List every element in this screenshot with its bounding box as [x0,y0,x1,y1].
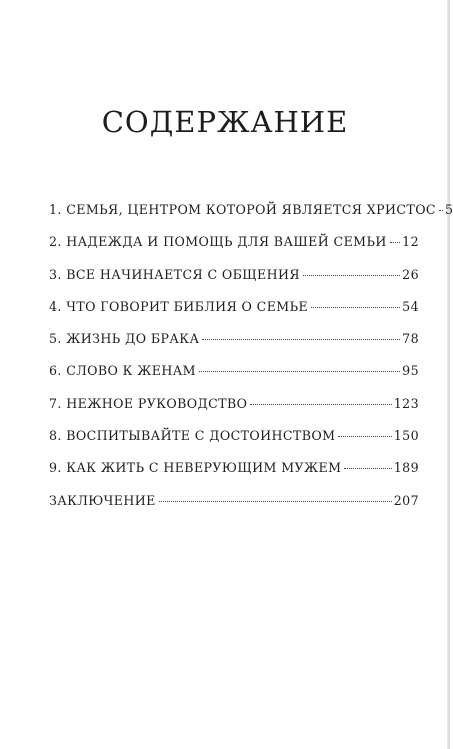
page-title: СОДЕРЖАНИЕ [101,105,349,140]
toc-page-number: 54 [402,298,419,314]
toc-entry-title: 1. СЕМЬЯ, ЦЕНТРОМ КОТОРОЙ ЯВЛЯЕТСЯ ХРИСТОС [49,202,436,217]
toc-entry-1 [49,202,453,234]
toc-entry-4 [49,299,419,331]
dot-leader [202,339,400,340]
dot-leader [439,210,443,211]
dot-leader [344,468,391,469]
toc-page-number: 150 [393,428,419,444]
dot-leader [159,501,392,502]
toc-entry-title: 3. ВСЕ НАЧИНАЕТСЯ С ОБЩЕНИЯ [49,266,300,282]
toc-entry-title: 8. ВОСПИТЫВАЙТЕ С ДОСТОИНСТВОМ [49,428,336,444]
dot-leader [199,371,400,372]
dot-leader [250,404,391,405]
toc-entry-2 [49,234,419,266]
toc-page-number: 12 [402,234,419,250]
table-of-contents [49,202,453,525]
toc-entry-title: 9. КАК ЖИТЬ С НЕВЕРУЮЩИМ МУЖЕМ [49,460,342,476]
toc-entry-title: 5. ЖИЗНЬ ДО БРАКА [49,331,200,347]
toc-page-number: 5 [444,202,453,217]
toc-entry-title: 6. СЛОВО К ЖЕНАМ [49,363,196,379]
toc-entry-title: 2. НАДЕЖДА И ПОМОЩЬ ДЛЯ ВАШЕЙ СЕМЬИ [49,234,387,250]
toc-entry-8 [49,428,419,460]
toc-entry-title: 7. НЕЖНОЕ РУКОВОДСТВО [49,395,248,411]
toc-entry-10 [49,493,419,525]
toc-entry-5 [49,331,419,363]
dot-leader [390,242,400,243]
toc-page-number: 26 [402,266,419,282]
toc-entry-3 [49,267,419,299]
toc-entry-title: 4. ЧТО ГОВОРИТ БИБЛИЯ О СЕМЬЕ [49,298,309,314]
toc-entry-9 [49,460,419,492]
toc-page-number: 95 [402,363,419,379]
toc-page-number: 78 [402,331,419,347]
toc-entry-7 [49,396,419,428]
toc-entry-6 [49,363,419,395]
toc-page-number: 207 [393,492,419,508]
toc-page-number: 189 [393,460,419,476]
dot-leader [303,275,400,276]
dot-leader [311,307,400,308]
toc-entry-title: ЗАКЛЮЧЕНИЕ [49,492,156,508]
toc-page-number: 123 [393,395,419,411]
dot-leader [338,436,391,437]
